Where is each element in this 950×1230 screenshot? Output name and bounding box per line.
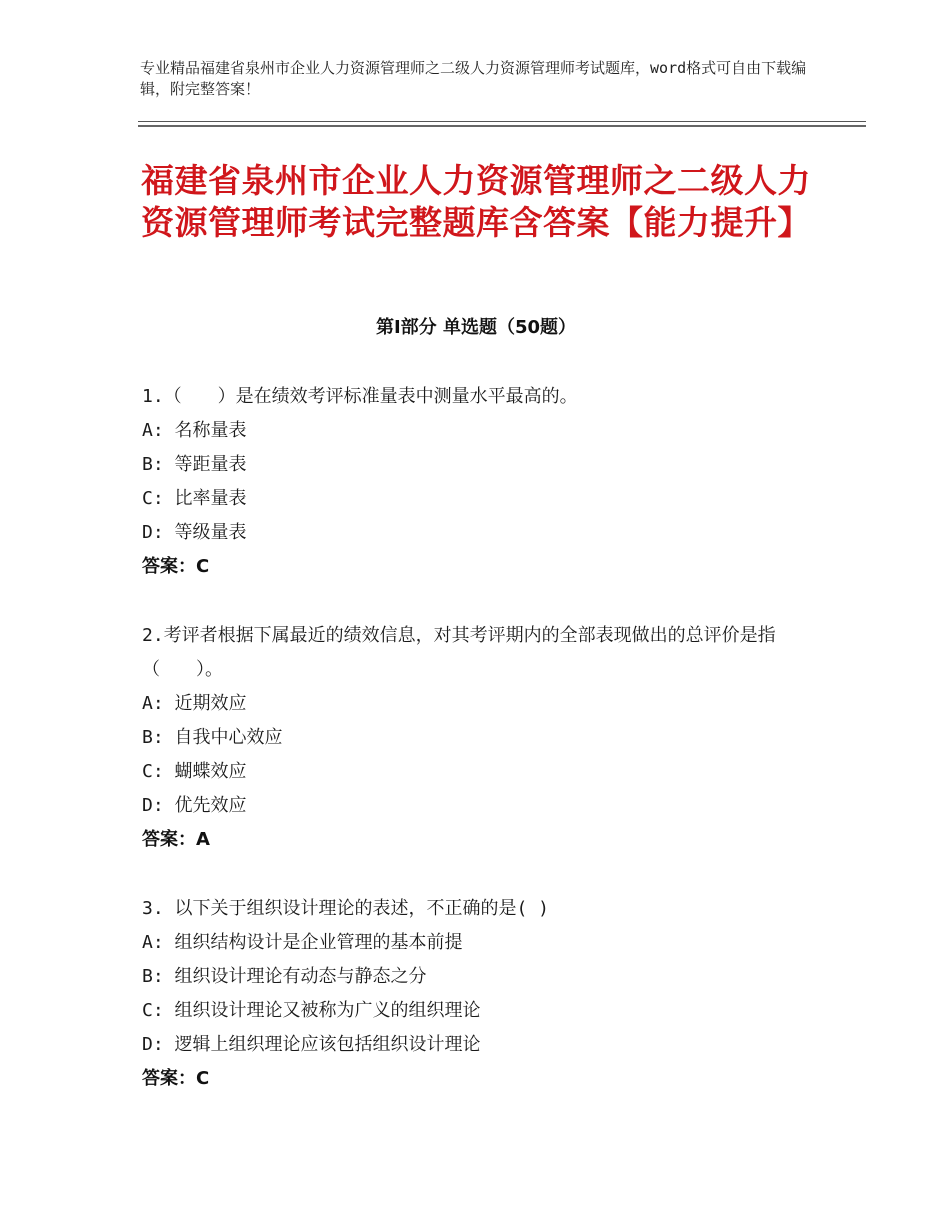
option-b: [142, 448, 822, 482]
option-c: [142, 755, 822, 789]
option-label: B:: [142, 966, 164, 987]
option-c: [142, 482, 822, 516]
option-text: 组织设计理论有动态与静态之分: [174, 966, 427, 987]
option-label: B:: [142, 454, 164, 475]
option-text: 名称量表: [174, 420, 247, 441]
question-3: [142, 892, 822, 1096]
header-divider-thin: [138, 121, 866, 122]
option-a: [142, 414, 822, 448]
answer-prefix: 答案：: [142, 556, 196, 577]
option-c: [142, 994, 822, 1028]
header-divider-thick: [138, 125, 866, 127]
option-label: D:: [142, 1034, 164, 1055]
question-stem: 1.（ ）是在绩效考评标准量表中测量水平最高的。: [142, 386, 578, 407]
option-label: C:: [142, 1000, 164, 1021]
option-label: D:: [142, 795, 164, 816]
option-label: A:: [142, 693, 164, 714]
option-text: 等级量表: [174, 522, 247, 543]
question-2: [142, 619, 822, 857]
question-stem: 3. 以下关于组织设计理论的表述，不正确的是( ): [142, 898, 550, 919]
answer-line: [142, 550, 822, 584]
option-text: 等距量表: [174, 454, 247, 475]
answer-value: A: [196, 829, 210, 850]
header-note: 专业精品福建省泉州市企业人力资源管理师之二级人力资源管理师考试题库，word格式可自由下载编辑，附完整答案！: [140, 59, 807, 98]
option-a: [142, 687, 822, 721]
option-text: 近期效应: [174, 693, 247, 714]
option-label: D:: [142, 522, 164, 543]
question-1: [142, 380, 822, 584]
option-label: C:: [142, 488, 164, 509]
answer-line: [142, 1062, 822, 1096]
option-d: [142, 789, 822, 823]
option-label: C:: [142, 761, 164, 782]
option-b: [142, 960, 822, 994]
answer-line: [142, 823, 822, 857]
document-title: 福建省泉州市企业人力资源管理师之二级人力资源管理师考试完整题库含答案【能力提升】: [141, 161, 811, 242]
question-stem: 2.考评者根据下属最近的绩效信息，对其考评期内的全部表现做出的总评价是指（ ）。: [142, 625, 776, 680]
option-text: 组织设计理论又被称为广义的组织理论: [174, 1000, 481, 1021]
section-heading: 第Ⅰ部分 单选题（50题）: [375, 317, 576, 338]
answer-prefix: 答案：: [142, 829, 196, 850]
option-d: [142, 516, 822, 550]
option-label: B:: [142, 727, 164, 748]
option-text: 优先效应: [174, 795, 247, 816]
option-b: [142, 721, 822, 755]
answer-value: C: [196, 1068, 210, 1089]
option-d: [142, 1028, 822, 1062]
option-text: 蝴蝶效应: [174, 761, 247, 782]
answer-value: C: [196, 556, 210, 577]
option-label: A:: [142, 420, 164, 441]
option-text: 比率量表: [174, 488, 247, 509]
option-text: 逻辑上组织理论应该包括组织设计理论: [174, 1034, 481, 1055]
answer-prefix: 答案：: [142, 1068, 196, 1089]
option-a: [142, 926, 822, 960]
option-text: 自我中心效应: [174, 727, 283, 748]
option-label: A:: [142, 932, 164, 953]
option-text: 组织结构设计是企业管理的基本前提: [174, 932, 463, 953]
